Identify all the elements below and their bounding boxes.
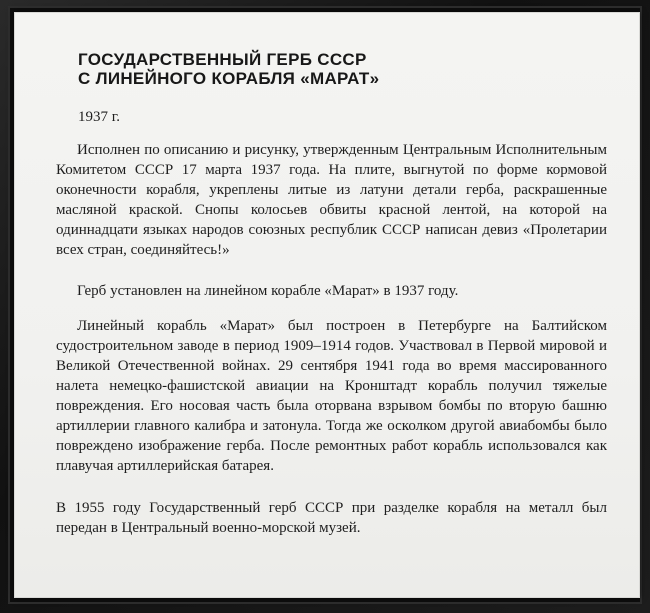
plaque-title	[78, 50, 558, 88]
paragraph-ship-history: Линейный корабль «Марат» был построен в Петербурге на Балтийском судостроительном заводе в период 1909–1914 годов. Участвовал в Первой мировой и Великой Отечественной войнах. 29 сентября 1941 года во время массированного налета немецко-фашистской авиации на Кронштадт корабль получил тяжелые повреждения. Его носовая часть была оторвана взрывом бомбы по вторую башню артиллерии главного калибра и затонула. Тогда же осколком другой авиабомбы было повреждено изображение герба. После ремонтных работ корабль использовался как плавучая артиллерийская батарея.	[56, 318, 607, 474]
paragraph-installation: Герб установлен на линейном корабле «Марат» в 1937 году.	[77, 283, 459, 299]
year-label: 1937 г.	[78, 109, 120, 125]
museum-plaque	[14, 12, 640, 598]
title-line-2: С ЛИНЕЙНОГО КОРАБЛЯ «МАРАТ»	[78, 69, 380, 88]
paragraph-museum-transfer: В 1955 году Государственный герб СССР при разделке корабля на металл был передан в Центральный военно-морской музей.	[56, 500, 607, 536]
title-line-1: ГОСУДАРСТВЕННЫЙ ГЕРБ СССР	[78, 50, 367, 69]
paragraph-description: Исполнен по описанию и рисунку, утвержденным Центральным Исполнительным Комитетом СССР 17 марта 1937 года. На плите, выгнутой по форме кормовой оконечности корабля, укреплены литые из латуни детали герба, раскрашенные масляной краской. Снопы колосьев обвиты красной лентой, на которой на одиннадцати языках народов союзных республик СССР написан девиз «Пролетарии всех стран, соединяйтесь!»	[56, 142, 607, 258]
